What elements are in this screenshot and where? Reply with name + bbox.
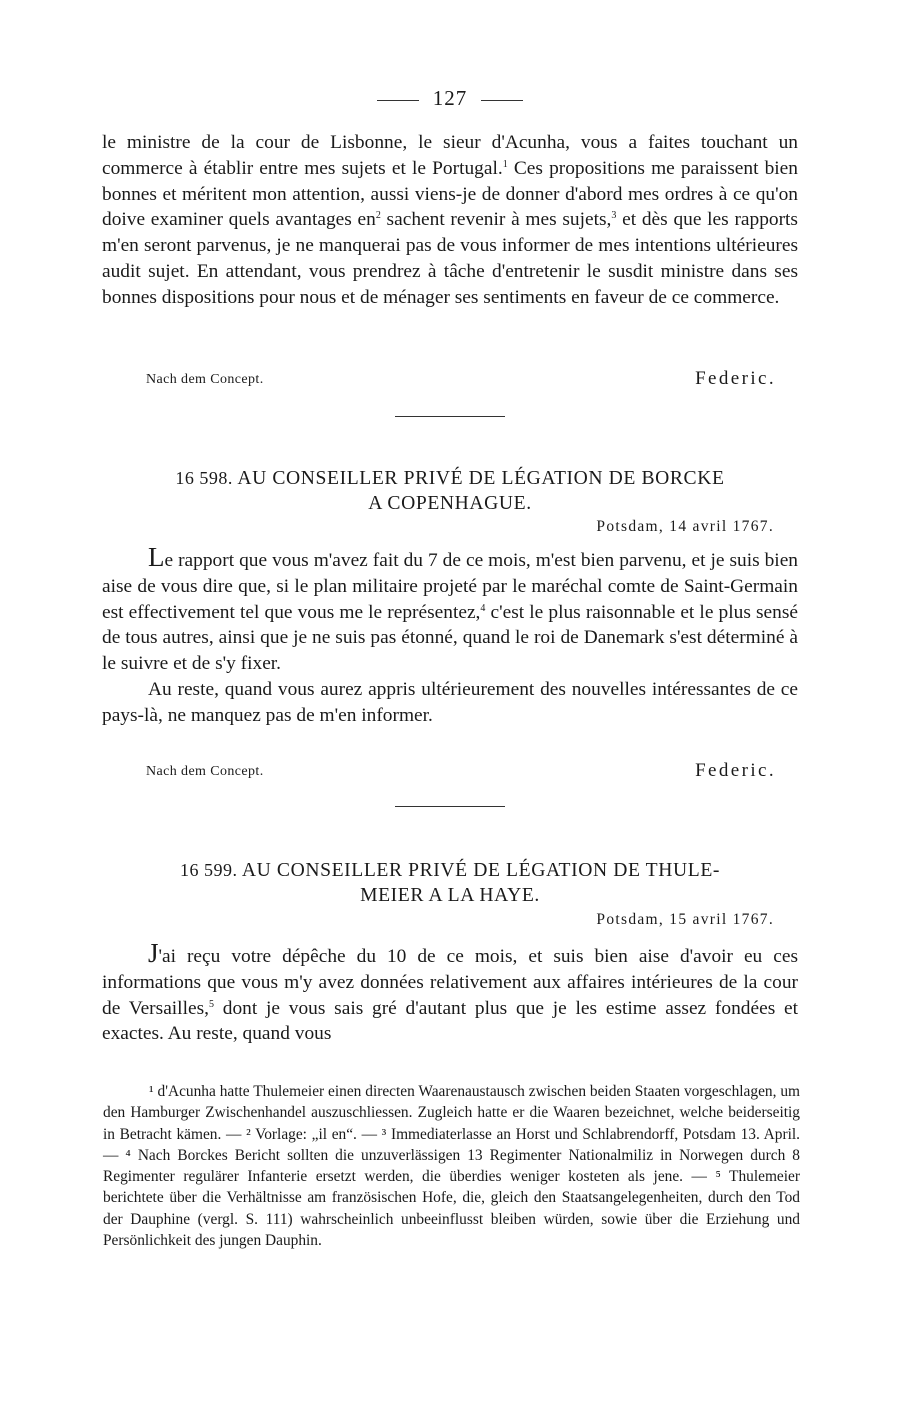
source-note: Nach dem Concept. (146, 764, 264, 779)
footnote-ref-3: 3 (611, 210, 617, 222)
footnote-ref-5: 5 (208, 998, 214, 1010)
previous-letter-body (102, 130, 798, 311)
place-date: Potsdam, 14 avril 1767. (596, 518, 774, 535)
signature: Federic. (695, 760, 776, 781)
footnote-text: ¹ d'Acunha hatte Thulemeier einen directen Waarenaustausch zwischen beiden Staaten vorgeschlagen, um den Hamburger Zwischenhandel auszuschliessen. Zugleich hatte er die Waaren bezeichnet, welche beiderseitig in Betracht kämen. — ² Vorlage: „il en“. — ³ Immediaterlasse an Horst und Schlabrendorff, Potsdam 13. April. — ⁴ Nach Borckes Bericht sollten die unzuverlässigen 13 Regimenter Nationalmiliz in Norwegen durch 8 Regimenter regulärer Infanterie ersetzt werden, die überdies weniger kosteten als jene. — ⁵ Thulemeier berichtete über die Verhältnisse am französischen Hofe, die, gleich den Staatsangelegenheiten, durch den Tod der Dauphine (vergl. S. 111) wahrscheinlich unbeeinflusst bleiben würden, sowie über die Erziehung und Persönlichkeit des jungen Dauphin. (103, 1083, 800, 1250)
place-date: Potsdam, 15 avril 1767. (596, 911, 774, 928)
letter-paragraph: J'ai reçu votre dépêche du 10 de ce mois, et suis bien aise d'avoir eu ces informations que vous m'y avez données relativement aux affaires intérieures de la cour de Versailles,$^5$ dont je vous sais gré d'autant plus que je les estime assez fondées et exactes. Au reste, quand vous (102, 938, 799, 1045)
footnote-ref-1: 1 (502, 158, 508, 170)
header-dash-left (377, 100, 419, 101)
footnote-ref-2: 2 (375, 210, 381, 222)
letter-number: 16 598. (175, 468, 233, 488)
separator-rule (395, 416, 505, 417)
letter-body-16598 (102, 542, 798, 729)
letter-number: 16 599. (179, 860, 238, 880)
drop-capital: J (148, 938, 159, 968)
letter-title-line-2: A COPENHAGUE. (368, 493, 532, 514)
source-note: Nach dem Concept. (146, 372, 264, 387)
drop-capital: L (148, 542, 165, 572)
footnote-ref-4: 4 (480, 602, 486, 614)
header-dash-right (481, 100, 523, 101)
signature: Federic. (695, 368, 776, 389)
letter-title-line-1: AU CONSEILLER PRIVÉ DE LÉGATION DE BORCKE (237, 468, 725, 489)
letter-heading-16598 (102, 466, 798, 516)
letter-paragraph: Au reste, quand vous aurez appris ultérieurement des nouvelles intéressantes de ce pays-là, ne manquez pas de m'en informer. (102, 678, 798, 726)
footnotes (103, 1081, 800, 1251)
letter-title-line-1: AU CONSEILLER PRIVÉ DE LÉGATION DE THULE- (241, 860, 721, 881)
letter-body-16599 (102, 938, 799, 1047)
letter-closing-16598 (146, 756, 776, 782)
page-number: 127 (432, 86, 468, 110)
letter-title-line-2: MEIER A LA HAYE. (360, 885, 540, 906)
previous-letter-closing (146, 364, 776, 390)
letter-heading-16599 (102, 858, 798, 908)
page-header (0, 86, 900, 111)
separator-rule (395, 806, 505, 807)
previous-letter-paragraph: le ministre de la cour de Lisbonne, le sieur d'Acunha, vous a faites touchant un commerce à établir entre mes sujets et le Portugal.$^1$ Ces propositions me paraissent bien bonnes et méritent mon attention, aussi viens-je de donner d'abord mes ordres à ce qu'on doive examiner quels avantages $en^2$ sachent revenir à mes sujets,$^3$ et dès que les rapports m'en seront parvenus, je ne manquerai pas de vous informer de mes intentions ultérieures audit sujet. En attendant, vous prendrez à tâche d'entretenir le susdit ministre dans ses bonnes dispositions pour nous et de ménager ses sentiments en faveur de ce commerce. (102, 132, 798, 308)
letter-paragraph: Le rapport que vous m'avez fait du 7 de ce mois, m'est bien parvenu, et je suis bien aise de vous dire que, si le plan militaire projeté par le maréchal comte de Saint-Germain est effectivement tel que vous me le représentez,$^4$ c'est le plus raisonnable et le plus sensé de tous autres, ainsi que je ne suis pas étonné, quand le roi de Danemark s'est déterminé à le suivre et de s'y fixer. (102, 542, 798, 675)
